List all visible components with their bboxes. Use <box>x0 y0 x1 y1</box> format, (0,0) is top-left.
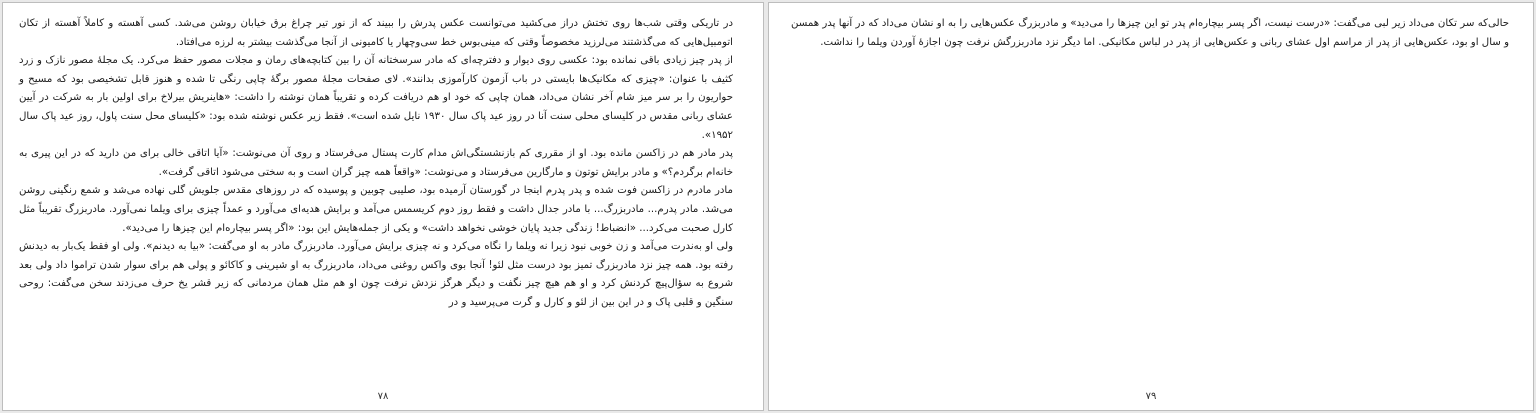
right-page-text <box>791 15 1509 52</box>
paragraph: ولی او به‌ندرت می‌آمد و زن خوبی نبود زیرا نه ویلما را نگاه می‌کرد و نه چیزی برایش می‌آورد. مادربزرگ مادر به او می‌گفت: «بیا به دیدنم». ولی او فقط یک‌بار به دیدنش رفته بود. همه چیز نزد مادربزرگ تمیز بود درست مثل لئو! آنجا بوی واکس روغنی می‌داد، مادربزرگ به او شیرینی و کاکائو و پولی هم برای سوار شدن تراموا داد ولی بعد شروع به سؤال‌پیچ کردنش کرد و او هم هیچ چیز نگفت و دیگر هرگز نزدش نرفت چون او هم مثل همان مردمانی که زیر قشر یخ حرف می‌زدند سخن می‌گفت: روحی سنگین و قلبی پاک و در این بین از لئو و کارل و گرت می‌پرسید و در <box>19 241 733 308</box>
left-page <box>2 2 764 411</box>
paragraph: مادر مادرم در زاکسن فوت شده و پدر پدرم اینجا در گورستان آرمیده بود، صلیبی چوبین و پوسیده که در روزهای مقدس جلویش گلی نهاده می‌شد و شمع رنگینی روشن می‌شد. مادر پدرم... مادربزرگ... با مادر جدال داشت و فقط روز دوم کریسمس می‌آمد و برایش هدیه‌ای می‌آورد و عمداً چیزی برای ویلما نمی‌آورد. مادربزرگ تقریباً مثل کارل صحبت می‌کرد... «انضباط! زندگی جدید پایان خوشی نخواهد داشت» و یکی از جمله‌هایش این بود: «اگر پسر بیچاره‌ام این چیزها را می‌دید». <box>19 185 733 234</box>
right-page <box>768 2 1534 411</box>
paragraph: پدر مادر هم در زاکسن مانده بود. او از مقرری کم بازنشستگی‌اش مدام کارت پستال می‌فرستاد و روی آن می‌نوشت: «آیا اتاقی خالی برای من دارید که در این پیری به خانه‌ام برگردم؟» و مادر برایش توتون و مارگارین می‌فرستاد و می‌نوشت: «واقعاً همه چیز گران است و به سختی می‌شود اتاقی گرفت». <box>19 148 733 178</box>
page-number: ۷۸ <box>377 391 389 402</box>
left-page-text <box>19 15 733 313</box>
paragraph: حالی‌که سر تکان می‌داد زیر لبی می‌گفت: «درست نیست، اگر پسر بیچاره‌ام پدر تو این چیزها را می‌دید» و مادربزرگ عکس‌هایی را به او نشان می‌داد که در آنها پدر همسن و سال او بود، عکس‌هایی از پدر از مراسم اول عشای ربانی و عکس‌هایی از پدر در لباس مکانیکی. اما دیگر نزد مادربزرگش نرفت چون اجازهٔ آوردن ویلما را نداشت. <box>791 18 1509 48</box>
paragraph: از پدر چیز زیادی باقی نمانده بود: عکسی روی دیوار و دفترچه‌ای که مادر سرسختانه آن را بین کتابچه‌های رمان و مجلات مصور حفظ می‌کرد. یک مجلهٔ مصور نازک و زرد کثیف با عنوان: «چیزی که مکانیک‌ها بایستی در باب آزمون کارآموزی بدانند». لای صفحات مجلهٔ مصور برگهٔ چاپی رنگی تا شده و هنوز قابل تشخیصی بود که مسیح و حواریون را بر سر میز شام آخر نشان می‌داد، همان چاپی که خود او هم دریافت کرده و تقریباً همان نوشته را داشت: «هاینریش بیرلاخ برای اولین بار به شرکت در آیین عشای ربانی مقدس در کلیسای محلی سنت آنا در روز عید پاک سال ۱۹۳۰ نایل شده است». فقط زیر عکس نوشته شده بود: «کلیسای محل سنت پاول، روز عید پاک سال ۱۹۵۲». <box>19 55 734 141</box>
paragraph: در تاریکی وقتی شب‌ها روی تختش دراز می‌کشید می‌توانست عکس پدرش را ببیند که از نور تیر چراغ برق خیابان روشن می‌شد. کسی آهسته و کاملاً آهسته از تکان اتومبیل‌هایی که می‌گذشتند می‌لرزید مخصوصاً وقتی که مینی‌بوس خط سی‌وچهار یا کامیونی از آنجا می‌گذشت بیشتر به لرزه می‌افتاد. <box>19 18 733 48</box>
page-number: ۷۹ <box>1145 391 1157 402</box>
